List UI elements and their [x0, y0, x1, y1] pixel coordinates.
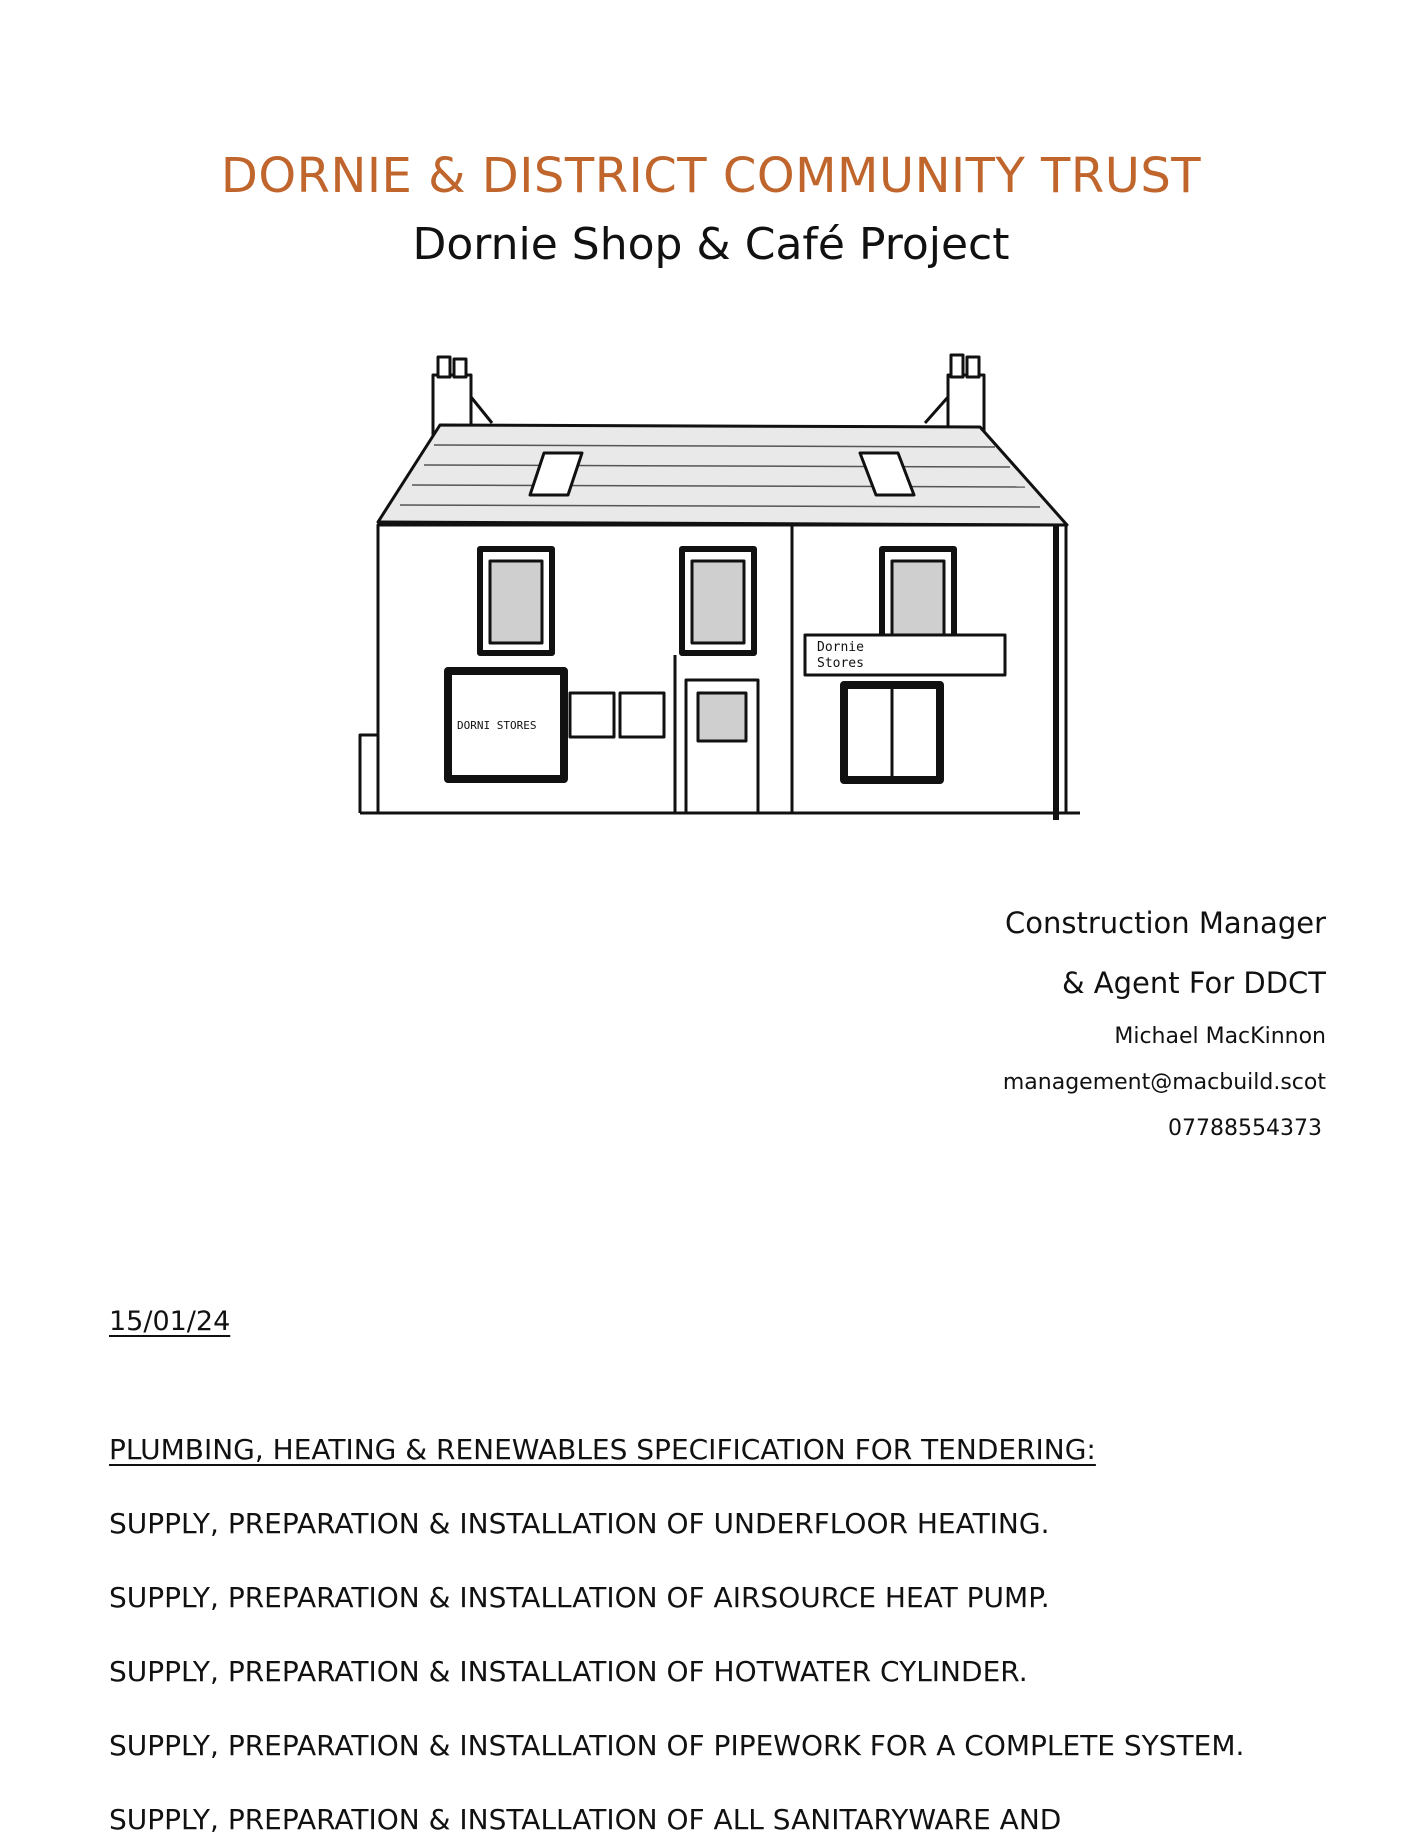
specification-item: SUPPLY, PREPARATION & INSTALLATION OF PIPEWORK FOR A COMPLETE SYSTEM.	[109, 1729, 1245, 1762]
specification-item: SUPPLY, PREPARATION & INSTALLATION OF HOTWATER CYLINDER.	[109, 1655, 1028, 1688]
document-date: 15/01/24	[109, 1306, 231, 1337]
shop-sign-right-line2: Stores	[817, 656, 864, 671]
shop-sign-left-text: DORNI STORES	[457, 719, 537, 732]
specification-item: SUPPLY, PREPARATION & INSTALLATION OF ALL SANITARYWARE AND	[109, 1803, 1062, 1836]
shop-sign-right-line1: Dornie	[817, 640, 864, 655]
shop-building-illustration	[320, 335, 1100, 835]
contact-email[interactable]: management@macbuild.scot	[1002, 1070, 1326, 1095]
project-title: Dornie Shop & Café Project	[412, 219, 1010, 270]
specification-section	[109, 1432, 1349, 1838]
contact-role-line2: & Agent For DDCT	[1061, 966, 1326, 1000]
contact-block	[1003, 905, 1326, 1143]
specification-item: SUPPLY, PREPARATION & INSTALLATION OF UNDERFLOOR HEATING.	[109, 1507, 1050, 1540]
specification-heading: PLUMBING, HEATING & RENEWABLES SPECIFICATION FOR TENDERING:	[109, 1433, 1096, 1466]
contact-role-line1: Construction Manager	[1005, 906, 1326, 940]
organization-title: DORNIE & DISTRICT COMMUNITY TRUST	[220, 148, 1202, 204]
roof	[378, 425, 1067, 525]
left-chimney	[433, 357, 492, 435]
right-chimney	[925, 355, 984, 435]
contact-phone: 07788554373	[1168, 1116, 1322, 1141]
specification-item: SUPPLY, PREPARATION & INSTALLATION OF AIRSOURCE HEAT PUMP.	[109, 1581, 1050, 1614]
contact-name: Michael MacKinnon	[1114, 1024, 1326, 1049]
